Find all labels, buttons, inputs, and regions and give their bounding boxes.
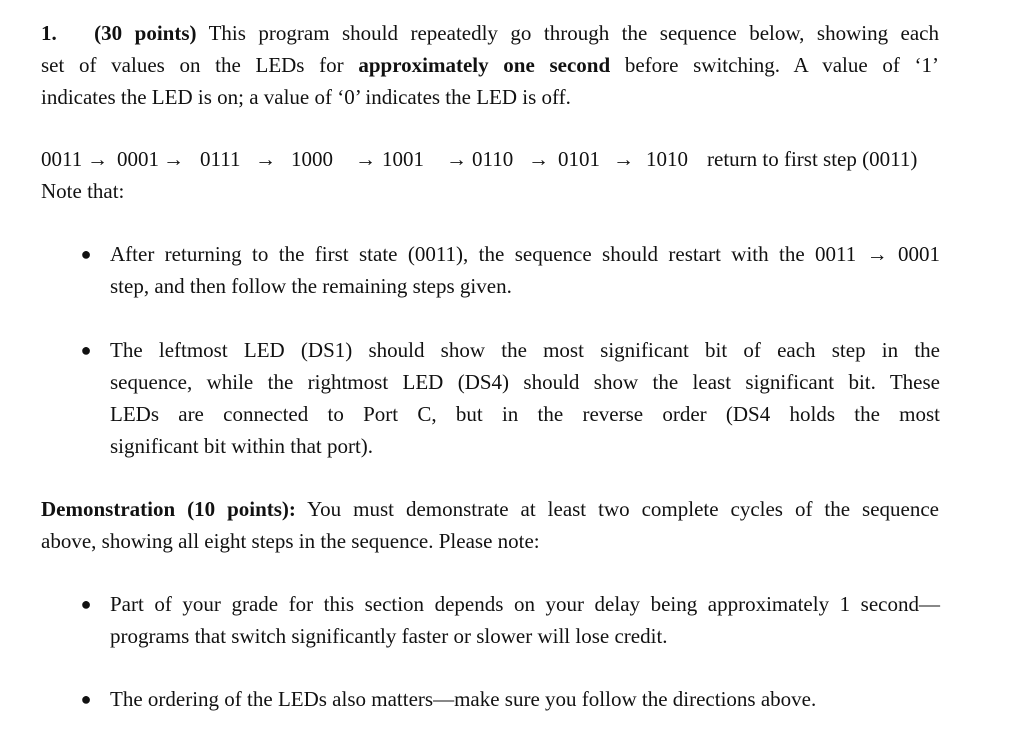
sequence-return-text: return to first step (0011) (707, 147, 918, 171)
sequence-step: 1010 (646, 147, 688, 171)
note-label (41, 175, 939, 207)
note-line: sequence, while the rightmost LED (DS4) should show the least significant bit. These (110, 370, 940, 394)
note-text (110, 334, 940, 462)
sequence-arrow: → (163, 147, 184, 171)
problem-line-2-pre: set of values on the LEDs for (41, 53, 344, 77)
note-line: step, and then follow the remaining steps given. (110, 274, 512, 298)
bullet-icon: ● (80, 340, 92, 360)
problem-statement (41, 17, 939, 113)
problem-line-2-bold: approximately one second (358, 53, 611, 77)
problem-number: 1. (41, 21, 57, 45)
sequence-arrow: → (613, 147, 634, 171)
problem-points: (30 points) (94, 21, 197, 45)
sequence-step: 0110 (472, 147, 514, 171)
sequence-arrow: → (446, 147, 467, 171)
demo-note-text (110, 683, 940, 715)
note-label-text: Note that: (41, 179, 125, 203)
demonstration-line-2: above, showing all eight steps in the sequence. Please note: (41, 529, 540, 553)
sequence-arrow: → (528, 147, 549, 171)
bullet-icon: ● (80, 689, 92, 709)
demonstration-label: Demonstration (10 points): (41, 497, 296, 521)
problem-line-1 (41, 17, 939, 49)
sequence-arrow: → (255, 147, 276, 171)
note-line: significant bit within that port). (110, 434, 374, 458)
demo-note-line: Part of your grade for this section depends on your delay being approximately 1 second— (110, 592, 940, 616)
demo-note-text (110, 588, 940, 652)
sequence-step: 1001 (382, 147, 424, 171)
sequence-step: 0011 (41, 147, 83, 171)
demonstration-section (41, 493, 939, 557)
sequence-arrow: → (355, 147, 376, 171)
bullet-icon: ● (80, 244, 92, 264)
sequence-step: 0111 (200, 147, 241, 171)
problem-line-3: indicates the LED is on; a value of ‘0’ indicates the LED is off. (41, 85, 571, 109)
led-sequence (41, 143, 981, 175)
demo-note-line: The ordering of the LEDs also matters—make sure you follow the directions above. (110, 687, 817, 711)
problem-line-2 (41, 49, 939, 81)
problem-line-2-post: before switching. A value of ‘1’ (624, 53, 940, 77)
note-line: LEDs are connected to Port C, but in the reverse order (DS4 holds the most (110, 402, 940, 426)
sequence-step: 0101 (558, 147, 600, 171)
note-text (110, 238, 940, 302)
demonstration-line-1-text: You must demonstrate at least two complete cycles of the sequence (307, 497, 939, 521)
sequence-step: 1000 (291, 147, 333, 171)
sequence-step: 0001 (117, 147, 159, 171)
note-line: The leftmost LED (DS1) should show the most significant bit of each step in the (110, 338, 940, 362)
demonstration-line-1 (41, 493, 939, 525)
problem-line-1-text: This program should repeatedly go through the sequence below, showing each (208, 21, 940, 45)
note-line: After returning to the first state (0011), the sequence should restart with the 0011 → 0001 (110, 242, 940, 266)
bullet-icon: ● (80, 594, 92, 614)
demo-note-line: programs that switch significantly faster or slower will lose credit. (110, 624, 668, 648)
sequence-arrow: → (87, 147, 108, 171)
